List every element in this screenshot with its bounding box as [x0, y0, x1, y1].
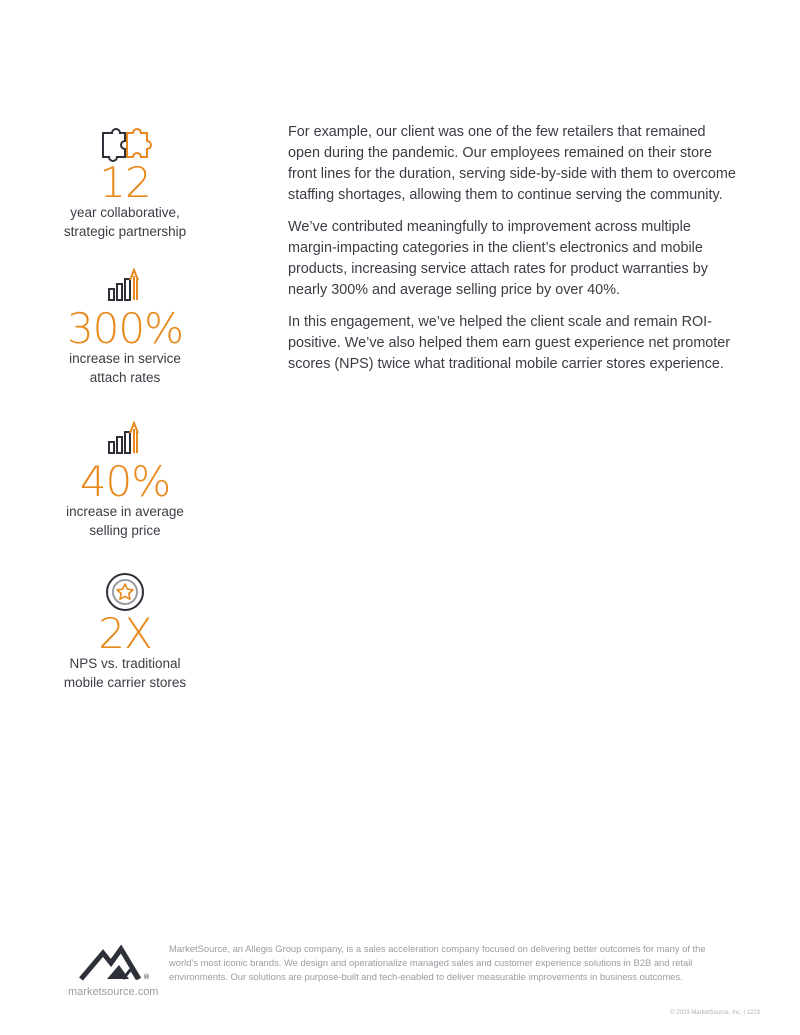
- body-text: [288, 122, 738, 386]
- stat-partnership: [40, 125, 210, 241]
- stat-description-line2: selling price: [89, 523, 161, 538]
- stat-number: 40%: [79, 457, 171, 506]
- stat-nps: [40, 572, 210, 692]
- stat-number: 12: [99, 158, 151, 207]
- website-link[interactable]: marketsource.com: [68, 986, 159, 998]
- svg-text:®: ®: [143, 973, 150, 981]
- marketsource-mountain-logo: [72, 943, 162, 983]
- stat-description-line2: attach rates: [89, 370, 161, 385]
- star-badge-icon: [103, 572, 147, 612]
- stat-attach-rates: [40, 267, 210, 387]
- growth-chart-icon: [105, 267, 145, 303]
- growth-chart-icon: [105, 420, 145, 456]
- stat-description-line2: mobile carrier stores: [63, 675, 187, 690]
- stat-description-line1: year collaborative,: [70, 205, 180, 220]
- company-description: MarketSource, an Allegis Group company, is a sales acceleration company focused on delivering better outcomes for many of the world’s most iconic brands. We design and operationalize managed sales and customer experience solutions in B2B and retail environments. Our solutions are purpose-built and tech-enabled to deliver measurable improvements in business outcomes.: [169, 943, 706, 982]
- paragraph: For example, our client was one of the few retailers that remained open during the pandemic. Our employees remained on their store front lines for the duration, serving side-by-side with them to overcome staffing shortages, allowing them to continue serving the community.: [288, 124, 736, 203]
- stat-description-line1: NPS vs. traditional: [69, 656, 181, 671]
- stat-number: 2X: [98, 609, 152, 658]
- paragraph: In this engagement, we’ve helped the client scale and remain ROI-positive. We’ve also helped them earn guest experience net promoter scores (NPS) twice what traditional mobile carrier stores experience.: [288, 314, 731, 372]
- copyright: © 2023 MarketSource, Inc. | 1223: [670, 1010, 760, 1016]
- stat-description-line2: strategic partnership: [63, 224, 187, 239]
- stat-selling-price: [40, 420, 210, 540]
- paragraph: We’ve contributed meaningfully to improvement across multiple margin-impacting categories in the client’s electronics and mobile products, increasing service attach rates for product warranties by nearly 300% and average selling price by over 40%.: [288, 219, 708, 298]
- stat-description-line1: increase in average: [66, 504, 184, 519]
- stat-description-line1: increase in service: [69, 351, 181, 366]
- stat-number: 300%: [66, 304, 184, 353]
